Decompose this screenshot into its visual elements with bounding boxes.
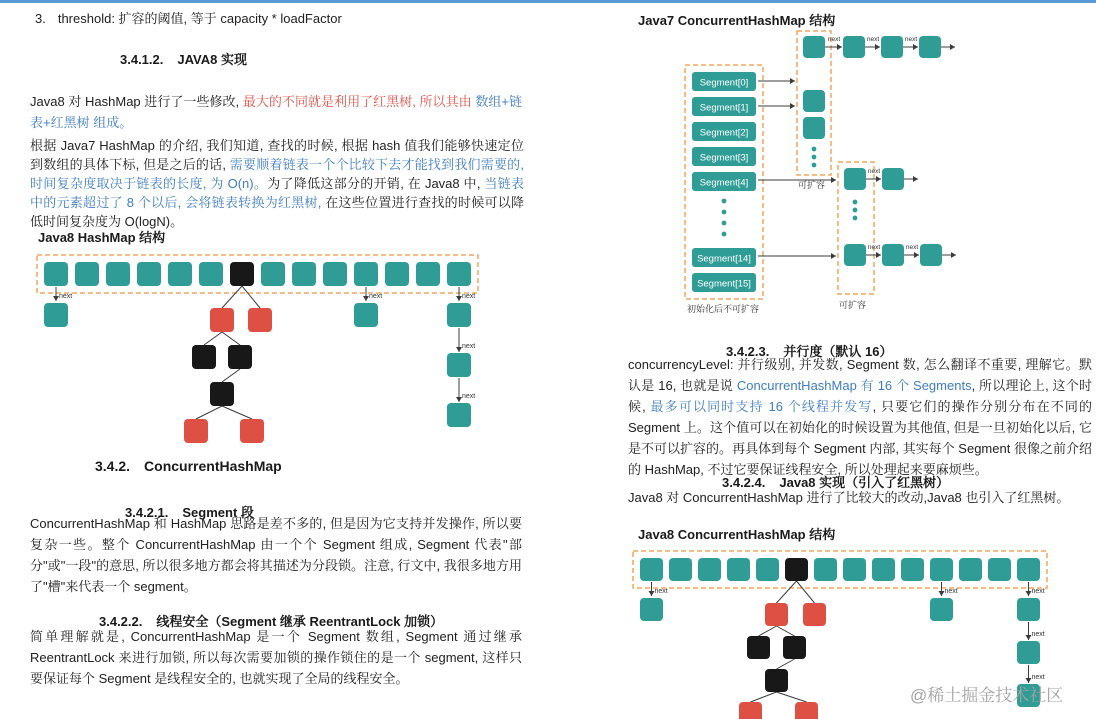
heading-title: 线程安全（Segment 继承 ReentrantLock 加锁） bbox=[156, 614, 444, 629]
next-label: next bbox=[867, 168, 881, 175]
list-number: 3. bbox=[35, 11, 46, 26]
text-run: 最多可以同时支持 16 个线程并发写 bbox=[650, 399, 873, 414]
heading-concurrenthashmap bbox=[95, 458, 282, 474]
diagram-label-java8-hashmap: Java8 HashMap 结构 bbox=[38, 230, 166, 245]
paragraph-thread-safety bbox=[30, 626, 522, 689]
segment-label: Segment[1] bbox=[699, 102, 749, 114]
next-label: next bbox=[1031, 631, 1045, 638]
next-label: next bbox=[827, 36, 841, 43]
next-label: next bbox=[905, 244, 919, 251]
paragraph-java8-chm bbox=[628, 487, 1092, 508]
list-text: threshold: 扩容的阈值, 等于 capacity * loadFactor bbox=[57, 11, 342, 26]
growable-label: 可扩容 bbox=[798, 180, 826, 190]
text-run: concurrencyLevel: 并行级别, 并发数, Segment 数, 怎么翻译不重要, 理解它。默认是 16, 也就是说 bbox=[628, 357, 1092, 393]
text-run: 最大的不同就是利用了红黑树, 所以其由 bbox=[242, 94, 476, 109]
next-label: next bbox=[462, 393, 476, 400]
next-label: next bbox=[866, 36, 880, 43]
text-run: 当链表中的元素超过了 8 个以后, 会将链表转换为红黑树, bbox=[30, 176, 524, 210]
watermark: @稀土掘金技术社区 bbox=[910, 686, 1064, 705]
heading-title: JAVA8 实现 bbox=[177, 52, 247, 67]
heading-java8-implementation bbox=[120, 49, 247, 68]
paragraph-segment bbox=[30, 513, 522, 597]
next-label: next bbox=[462, 293, 476, 300]
java7-concurrenthashmap-diagram bbox=[640, 28, 1060, 320]
segment-label: Segment[3] bbox=[699, 152, 749, 164]
heading-title: 并行度（默认 16） bbox=[783, 344, 893, 359]
next-label: next bbox=[59, 293, 73, 300]
text-run: ConcurrentHashMap 和 HashMap 思路是差不多的, 但是因为它支持并发操作, 所以要复杂一些。整个 ConcurrentHashMap 由一个个 Segment 组成, Segment 代表"部分"或"一段"的意思, 所以很多地方都会将其描述为分段锁。注意, 行文中, 我很多地方用了"槽"来代表一个 segment。 bbox=[30, 516, 522, 594]
text-run: Java8 对 ConcurrentHashMap 进行了比较大的改动,Java8 也引入了红黑树。 bbox=[628, 490, 1070, 505]
growable-label: 可扩容 bbox=[839, 300, 867, 310]
text-run: 在这些位置进行查找的时候可以降低时间复杂度为 O(logN)。 bbox=[30, 195, 524, 229]
paragraph-java8-intro bbox=[30, 91, 522, 133]
heading-number: 3.4.2.2. bbox=[99, 614, 143, 629]
next-label: next bbox=[1031, 588, 1045, 595]
next-label: next bbox=[867, 244, 881, 251]
java8-hashmap-diagram bbox=[34, 250, 484, 450]
heading-number: 3.4.1.2. bbox=[120, 52, 164, 67]
text-run: ConcurrentHashMap 有 16 个 Segments bbox=[736, 378, 972, 393]
text-run: , 所以理论上, 这个时候, bbox=[628, 378, 1092, 414]
segment-label: Segment[2] bbox=[699, 127, 749, 139]
list-item-threshold bbox=[35, 8, 525, 27]
next-label: next bbox=[904, 36, 918, 43]
paragraph-java8-detail bbox=[30, 136, 524, 231]
segment-label: Segment[15] bbox=[697, 278, 751, 290]
fixed-capacity-label: 初始化后不可扩容 bbox=[687, 304, 760, 314]
text-run: Java8 对 HashMap 进行了一些修改, bbox=[30, 94, 243, 109]
segment-label: Segment[4] bbox=[699, 177, 749, 189]
text-run: 为了降低这部分的开销, 在 Java8 中, bbox=[267, 176, 485, 191]
heading-title: Segment 段 bbox=[182, 505, 254, 520]
next-label: next bbox=[369, 293, 383, 300]
diagram-label-java7-chm: Java7 ConcurrentHashMap 结构 bbox=[638, 13, 836, 28]
heading-title: ConcurrentHashMap bbox=[144, 458, 282, 474]
paragraph-parallelism bbox=[628, 354, 1092, 480]
segment-label: Segment[0] bbox=[699, 77, 749, 89]
next-label: next bbox=[462, 343, 476, 350]
segment-label: Segment[14] bbox=[697, 253, 751, 265]
text-run: 根据 Java7 HashMap 的介绍, 我们知道, 查找的时候, 根据 hash 值我们能够快速定位到数组的具体下标, 但是之后的话, bbox=[30, 138, 524, 172]
text-run: 需要顺着链表一个个比较下去才能找到我们需要的, 时间复杂度取决于链表的长度, 为 O(n)。 bbox=[30, 157, 524, 191]
next-label: next bbox=[944, 588, 958, 595]
diagram-label-java8-chm: Java8 ConcurrentHashMap 结构 bbox=[638, 527, 836, 542]
text-run: 数组+链表+红黑树 组成。 bbox=[30, 94, 523, 130]
heading-title: Java8 实现（引入了红黑树） bbox=[779, 475, 950, 490]
top-accent-bar bbox=[0, 0, 1096, 3]
text-run: 简单理解就是, ConcurrentHashMap 是一个 Segment 数组, Segment 通过继承 ReentrantLock 来进行加锁, 所以每次需要加锁的操作锁住的是一个 segment, 这样只要保证每个 Segment 是线程安全的, 也就实现了全局的线程安全。 bbox=[30, 629, 522, 686]
heading-number: 3.4.2.3. bbox=[726, 344, 770, 359]
heading-number: 3.4.2. bbox=[95, 458, 131, 474]
next-label: next bbox=[654, 588, 668, 595]
text-run: , 只要它们的操作分别分布在不同的 Segment 上。这个值可以在初始化的时候设置为其他值, 但是一旦初始化以后, 它是不可以扩容的。再具体到每个 Segment 内部, 其实每个 Segment 很像之前介绍的 HashMap, 不过它要保证线程安全, 所以处理起来要麻烦些。 bbox=[628, 399, 1093, 477]
heading-number: 3.4.2.1. bbox=[125, 505, 169, 520]
next-label: next bbox=[1031, 674, 1045, 681]
heading-number: 3.4.2.4. bbox=[722, 475, 766, 490]
